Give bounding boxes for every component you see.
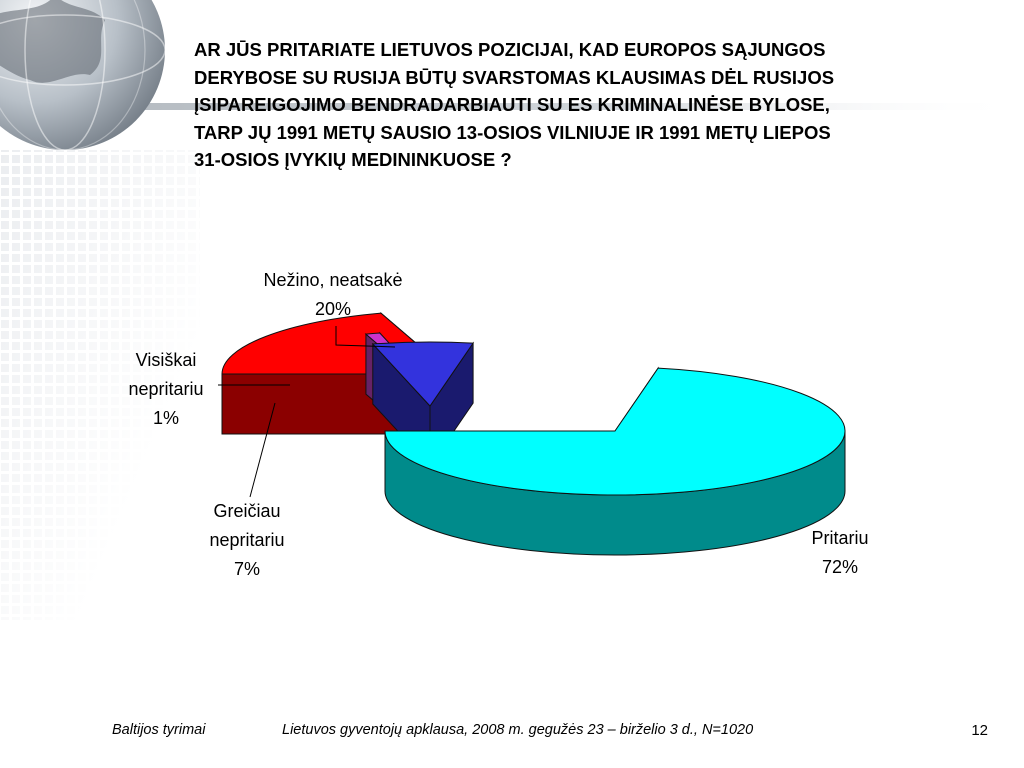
slice-label: Greičiau	[213, 501, 281, 521]
title-line: TARP JŲ 1991 METŲ SAUSIO 13-OSIOS VILNIUJE IR 1991 METŲ LIEPOS	[194, 121, 831, 143]
slice-label: Pritariu	[811, 528, 869, 548]
slice-label: Visiškai	[135, 350, 197, 370]
title-line: AR JŪS PRITARIATE LIETUVOS POZICIJAI, KAD EUROPOS SĄJUNGOS	[194, 39, 826, 60]
footer-source: Baltijos tyrimai	[112, 722, 206, 738]
title-line: ĮSIPAREIGOJIMO BENDRADARBIAUTI SU ES KRIMINALINĖSE BYLOSE,	[194, 94, 830, 115]
slice-label: nepritariu	[128, 379, 204, 399]
data-label: 7%	[233, 559, 261, 579]
data-label: 1%	[152, 408, 180, 428]
page-number: 12	[971, 722, 988, 739]
title-line: 31-OSIOS ĮVYKIŲ MEDININKUOSE ?	[194, 149, 512, 170]
slice-label: Nežino, neatsakė	[263, 270, 403, 290]
data-label: 72%	[821, 557, 859, 577]
data-label: 20%	[314, 299, 352, 319]
footer-survey-info: Lietuvos gyventojų apklausa, 2008 m. gegužės 23 – birželio 3 d., N=1020	[282, 722, 754, 738]
title-line: DERYBOSE SU RUSIJA BŪTŲ SVARSTOMAS KLAUSIMAS DĖL RUSIJOS	[194, 66, 835, 88]
slice-label: nepritariu	[209, 530, 285, 550]
